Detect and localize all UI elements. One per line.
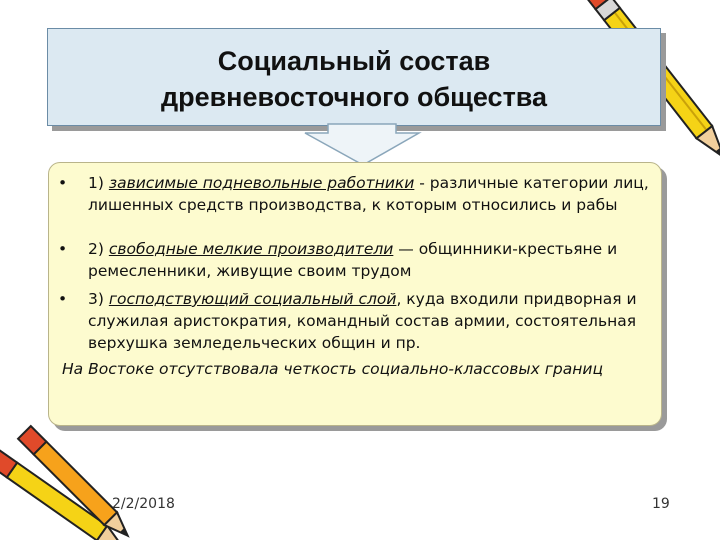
- list-item: [58, 172, 658, 216]
- bullet: •: [58, 290, 68, 308]
- item-description: , куда входили придворная и служилая аристократия, командный состав армии, состоятельная верхушка земледельческих общин и пр.: [88, 290, 637, 352]
- slide-page-number: 19: [652, 496, 670, 512]
- item-number: 2): [88, 240, 109, 258]
- item-number: 3): [88, 290, 109, 308]
- item-number: 1): [88, 174, 109, 192]
- item-description: — общинники-крестьяне и ремесленники, живущие своим трудом: [88, 240, 618, 280]
- title-line-1: Социальный состав: [217, 46, 491, 76]
- title-line-2: древневосточного общества: [160, 82, 548, 112]
- item-term: господствующий социальный слой: [108, 290, 397, 308]
- bullet: •: [58, 174, 68, 192]
- list-item: [58, 288, 658, 354]
- slide-date: 2/2/2018: [112, 496, 175, 512]
- item-description: - различные категории лиц, лишенных средств производства, к которым относились и рабы: [88, 174, 649, 214]
- list-item: [58, 238, 658, 282]
- bullet: •: [58, 240, 68, 258]
- item-term: зависимые подневольные работники: [108, 174, 415, 192]
- item-term: свободные мелкие производители: [108, 240, 394, 258]
- conclusion-text: На Востоке отсутствовала четкость социально-классовых границ: [62, 360, 603, 378]
